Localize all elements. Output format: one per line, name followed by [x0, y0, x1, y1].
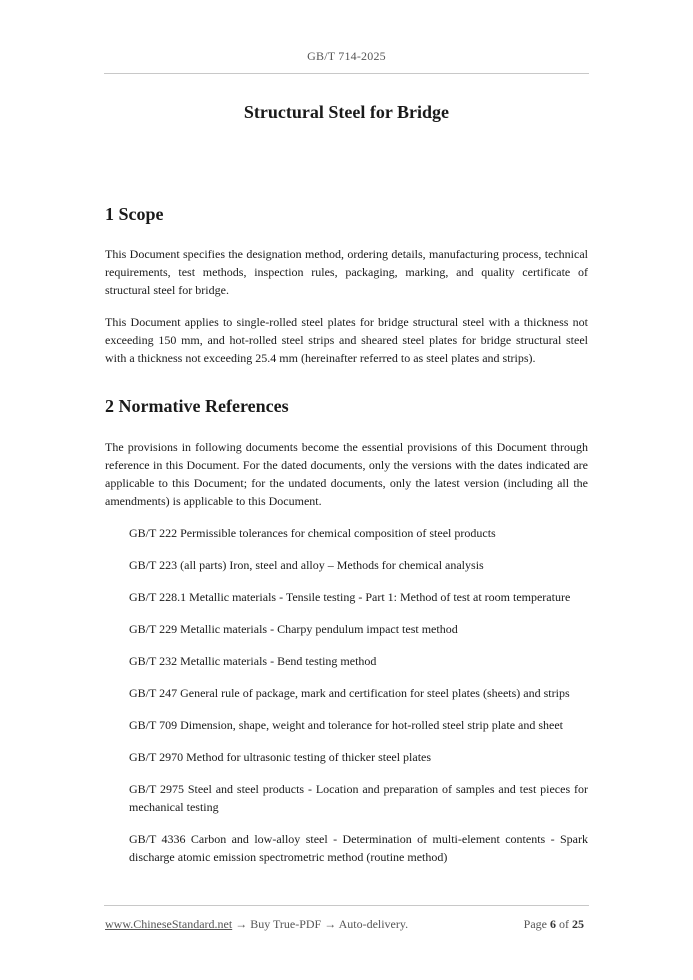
document-body [105, 198, 588, 866]
reference-item: GB/T 2975 Steel and steel products - Location and preparation of samples and test pieces for mechanical testing [129, 782, 588, 814]
reference-item: GB/T 232 Metallic materials - Bend testing method [129, 654, 377, 668]
total-page-count: 25 [572, 917, 584, 931]
reference-list [105, 524, 588, 866]
reference-item: GB/T 709 Dimension, shape, weight and tolerance for hot-rolled steel strip plate and sheet [129, 718, 563, 732]
section-heading-scope: 1 Scope [105, 204, 164, 224]
of-label: of [559, 917, 569, 931]
footer-divider [104, 905, 589, 906]
reference-item: GB/T 229 Metallic materials - Charpy pendulum impact test method [129, 622, 458, 636]
normative-intro-paragraph: The provisions in following documents become the essential provisions of this Document through reference in this Document. For the dated documents, only the versions with the dates indicated are applicable to this Document; for the undated documents, only the latest version (including all the amendments) is applicable to this Document. [105, 440, 588, 508]
section-heading-normative-references: 2 Normative References [105, 396, 289, 416]
site-link[interactable]: www.ChineseStandard.net [105, 917, 233, 931]
reference-item: GB/T 2970 Method for ultrasonic testing of thicker steel plates [129, 750, 432, 764]
page-label: Page [523, 917, 547, 931]
scope-paragraph-2: This Document applies to single-rolled steel plates for bridge structural steel with a thickness not exceeding 150 mm, and hot-rolled steel strips and sheared steel plates for bridge structural steel with a thickness not exceeding 25.4 mm (hereinafter referred to as steel plates and strips). [105, 315, 588, 365]
document-title: Structural Steel for Bridge [243, 102, 450, 122]
reference-item: GB/T 223 (all parts) Iron, steel and alloy – Methods for chemical analysis [129, 558, 484, 572]
current-page-number: 6 [550, 917, 556, 931]
header-divider [104, 73, 589, 74]
reference-item: GB/T 247 General rule of package, mark and certification for steel plates (sheets) and strips [129, 686, 570, 700]
reference-item: GB/T 228.1 Metallic materials - Tensile testing - Part 1: Method of test at room temperature [129, 590, 571, 604]
reference-item: GB/T 4336 Carbon and low-alloy steel - Determination of multi-element contents - Spark discharge atomic emission spectrometric method (routine method) [129, 832, 588, 864]
footer-promo [105, 917, 408, 932]
header-standard-code: GB/T 714-2025 [307, 49, 386, 63]
reference-item: GB/T 222 Permissible tolerances for chemical composition of steel products [129, 526, 496, 540]
footer-promo-text: → Buy True-PDF → Auto-delivery. [232, 917, 409, 931]
page-indicator [524, 917, 584, 932]
scope-paragraph-1: This Document specifies the designation method, ordering details, manufacturing process, technical requirements, test methods, inspection rules, packaging, marking, and quality certificate of structural steel for bridge. [105, 247, 588, 297]
